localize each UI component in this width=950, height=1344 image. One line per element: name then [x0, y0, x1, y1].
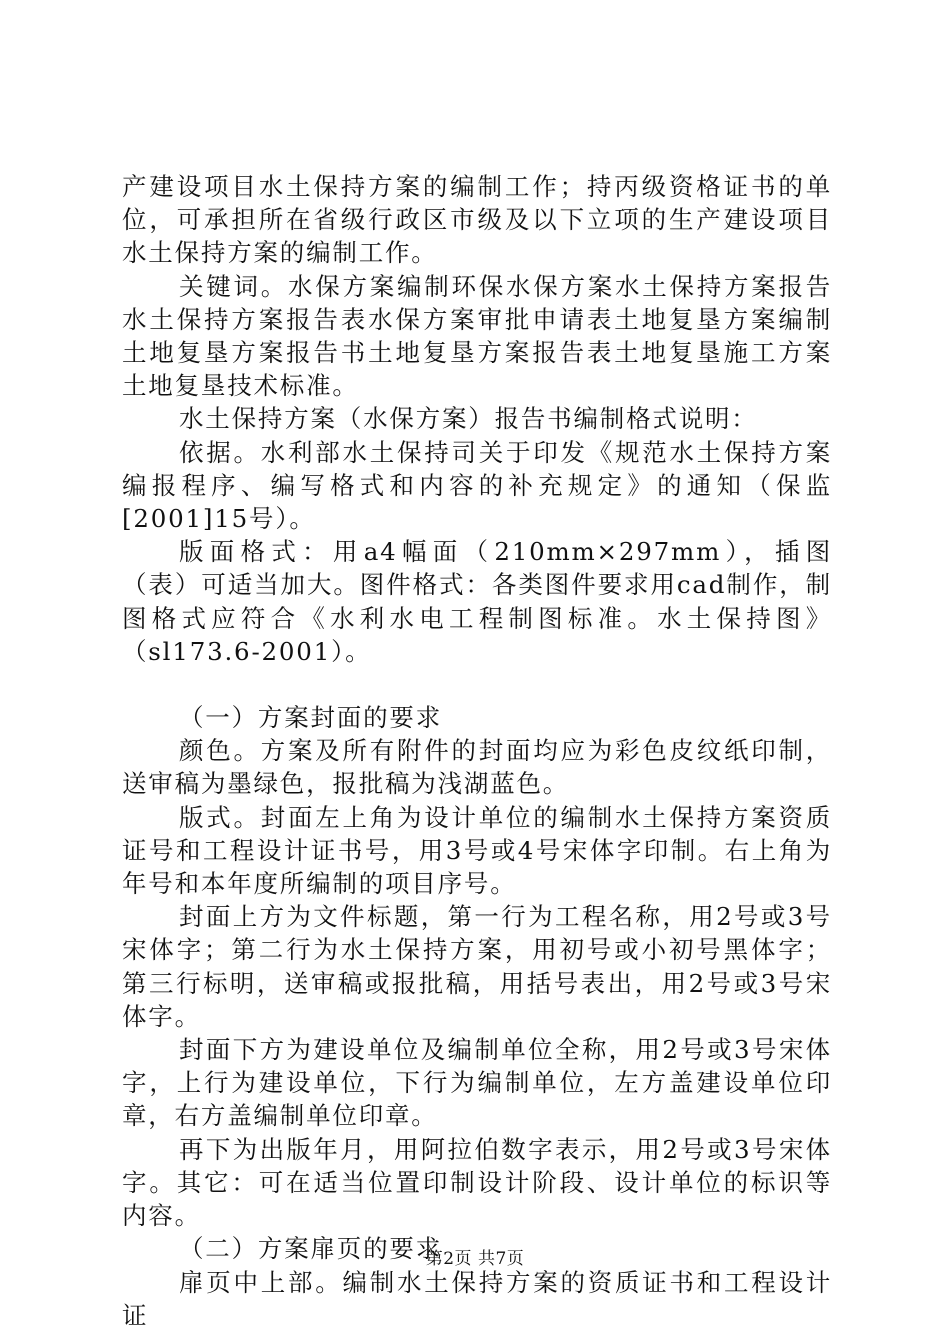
section-heading-title-page: （二）方案扉页的要求 [179, 1234, 442, 1264]
paragraph-keywords: 关键词。水保方案编制环保水保方案水土保持方案报告水土保持方案报告表水保方案审批申请表土地复垦方案编制土地复垦方案报告书土地复垦方案报告表土地复垦施工方案土地复垦技术标准。 [122, 271, 832, 401]
paragraph-format-title: 水土保持方案（水保方案）报告书编制格式说明： [179, 404, 758, 434]
paragraph-cover-top: 封面上方为文件标题，第一行为工程名称，用2号或3号宋体字；第二行为水土保持方案，用初号或小初号黑体字；第三行标明，送审稿或报批稿，用括号表出，用2号或3号宋体字。 [122, 902, 832, 1031]
page-number-footer: 第2页 共7页 [425, 1249, 525, 1269]
paragraph-basis: 依据。水利部水土保持司关于印发《规范水土保持方案编报程序、编写格式和内容的补充规定》的通知（保监[2001]15号）。 [122, 437, 832, 534]
paragraph-cover-bottom: 封面下方为建设单位及编制单位全称，用2号或3号宋体字，上行为建设单位，下行为编制单位，左方盖建设单位印章，右方盖编制单位印章。 [122, 1035, 832, 1131]
paragraph-layout-format: 版面格式：用a4幅面（210mm×297mm），插图（表）可适当加大。图件格式：各类图件要求用cad制作，制图格式应符合《水利水电工程制图标准。水土保持图》（sl173.6-2001）。 [122, 537, 832, 666]
paragraph-title-page: 扉页中上部。编制水土保持方案的资质证书和工程设计证 [122, 1267, 832, 1330]
paragraph-color: 颜色。方案及所有附件的封面均应为彩色皮纹纸印制，送审稿为墨绿色，报批稿为浅湖蓝色。 [122, 736, 832, 799]
document-body [122, 170, 832, 1332]
paragraph-publication-date: 再下为出版年月，用阿拉伯数字表示，用2号或3号宋体字。其它：可在适当位置印制设计阶段、设计单位的标识等内容。 [122, 1134, 832, 1231]
section-heading-cover: （一）方案封面的要求 [179, 703, 442, 733]
paragraph-continuation: 产建设项目水土保持方案的编制工作；持丙级资格证书的单位，可承担所在省级行政区市级及以下立项的生产建设项目水土保持方案的编制工作。 [122, 172, 832, 268]
paragraph-style: 版式。封面左上角为设计单位的编制水土保持方案资质证号和工程设计证书号，用3号或4号宋体字印制。右上角为年号和本年度所编制的项目序号。 [122, 802, 832, 899]
